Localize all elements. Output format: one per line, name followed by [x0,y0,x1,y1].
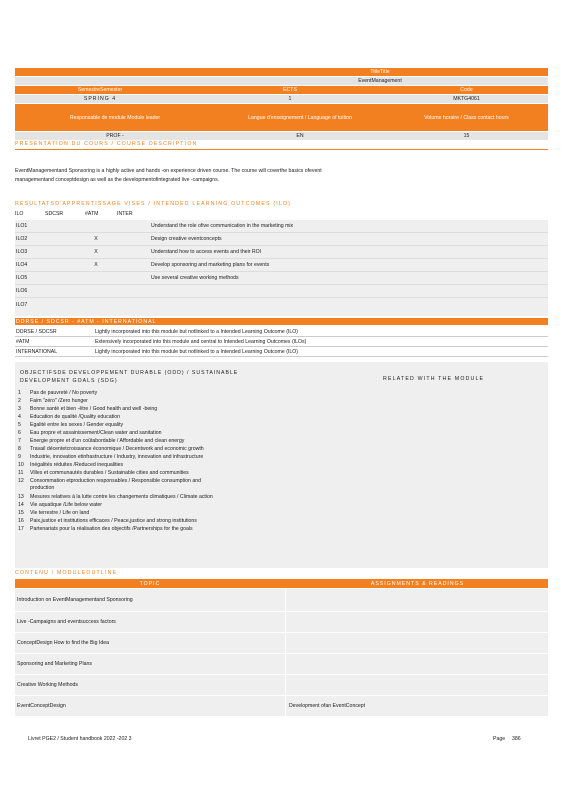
langue-value: EN [296,133,304,139]
ilo-id: ILO5 [16,275,28,281]
sdg-item [18,478,201,484]
sdg-heading-line1: OBJECTIFSDE DEVELOPPEMENT DURABLE (ODD) / SUSTAINABLE [20,370,239,376]
presentation-heading: PRESENTATION DU COURS / COURSE DESCRIPTION [15,141,198,147]
ilo-heading: RESULTATSD'APPRENTISSAGE VISES / INTENDED LEARNING OUTCOMES (ILO) [15,201,292,207]
content-col-topic: TOPIC [139,580,161,587]
volume-value: 15 [463,133,470,139]
sdg-item [18,422,123,428]
sdg-item [18,414,120,420]
sdg-item [18,430,162,436]
content-topic: EventConceptDesign [17,703,66,709]
sdg-text: Industrie, innovation etinfrastructure / Industry, innovation and infrastructure [30,454,204,460]
sdg-item [18,510,89,516]
sdg-text: Partenariats pour la réalisation des objectifs /Partnerships for the goals [30,526,193,532]
sdg-number: 14 [18,502,24,508]
ilo-atm-mark: X [94,262,98,268]
ilo-atm-mark [85,298,107,312]
sdg-text: Vie terrestre / Life on land [30,510,90,516]
content-col-assign: ASSIGNMENTS & READINGS [370,580,465,587]
ilo-row [15,285,548,298]
sdg-text: Faim "zéro" /Zero hunger [30,398,88,404]
footer-left: Livret PGE2 / Student handbook 2022 -202 3 [28,736,132,742]
legend-row [15,327,548,337]
ilo-row [15,220,548,233]
sdg-item [18,494,213,500]
ilo-text: Understand how to access events and their ROI [151,249,262,255]
sdg-item [18,446,204,452]
ilo-id: ILO6 [16,288,28,294]
sdg-text: Education de qualité /Quality education [30,414,120,420]
sdg-number: 2 [18,398,21,404]
content-topic: Creative Working Methods [17,682,79,688]
sdg-number: 9 [18,454,21,460]
legend-text: Extensively incorporated into this module and central to Intended Learning Outcomes (ILOs) [95,338,307,345]
ilo-id: ILO3 [16,249,28,255]
sdg-number: 5 [18,422,21,428]
content-heading: CONTENU / MODULEOUTLINE [15,570,118,576]
legend-text: Lightly incorporated into this module but notlinked to a Intended Learning Outcome (ILO) [95,348,299,355]
legend-name: #ATM [16,338,30,345]
title-label: TitleTitle [370,69,390,75]
col-responsable: Responsable de module Module leader [69,114,161,121]
ilo-text: Understand the role ofive communication in the marketing mix [151,223,294,229]
sdg-number: 15 [18,510,24,516]
sdg-number: 7 [18,438,21,444]
sdg-item-continuation [18,485,54,491]
responsable-value-row [15,132,548,140]
ilo-atm-mark: X [94,236,98,242]
ilo-col-atm: #ATM [85,211,99,217]
sdg-number: 16 [18,518,24,524]
responsable-value: PROF - [106,133,124,139]
semester-header-row [15,86,548,94]
ilo-id: ILO7 [16,302,28,308]
sdg-text: Travail décentetcroissance économique / Decentwork and economic growth [30,446,204,452]
sdg-item [18,502,102,508]
ilo-row [15,246,548,259]
sdg-text: Mesures relatives à la lutte contre les changements climatiques / Climate action [30,494,213,500]
content-row [15,675,548,696]
sdg-number: 4 [18,414,21,420]
sdg-text: Villes et communautés durables / Sustainable cities and communities [30,470,189,476]
sdg-item [18,406,157,412]
presentation-line1: EventManagementand Sponsoring is a highly active and hands -on experience driven course. The course will coverthe basics ofevent [15,168,322,174]
sdg-item [18,438,184,444]
content-topic: Sponsoring and Marketing Plans [17,661,92,667]
sdg-text: Inégalités réduites /Reduced inequalities [30,462,124,468]
legend-heading-bar [15,318,548,325]
content-row [15,654,548,675]
col-ects: ECTS [283,87,297,93]
ilo-text: Develop sponsoring and marketing plans for events [151,262,270,268]
sdg-item [18,470,189,476]
ilo-row [15,233,548,246]
ilo-row [15,272,548,285]
ilo-row [15,259,548,272]
ilo-text: Use several creative working methods [151,275,239,281]
content-row [15,633,548,654]
ilo-atm-mark: X [94,249,98,255]
sdg-number: 8 [18,446,21,452]
col-code: Code [460,87,473,93]
sdg-number: 3 [18,406,21,412]
sdg-number: 11 [18,470,24,476]
sdg-item [18,398,88,404]
sdg-number: 1 [18,390,21,396]
ilo-col-sdcsr: SDCSR [45,211,64,217]
ects-value: 1 [288,96,292,102]
code-value: MKTG4061 [453,96,480,102]
footer-page-number: 386 [512,736,521,742]
legend-table [15,327,548,358]
sdg-text: Pas de pauvreté / No poverty [30,390,98,396]
sdg-item [18,526,193,532]
module-title-row [15,77,548,85]
ilo-atm-mark [85,220,107,232]
content-assign: Development ofan EventConcept [289,703,366,709]
ilo-atm-mark [85,272,107,284]
content-row [15,612,548,633]
legend-row [15,347,548,357]
ilo-row [15,298,548,312]
ilo-table [15,220,548,316]
responsable-header-row [15,104,548,131]
legend-name: DDRSE / SDCSR [16,328,57,335]
sdg-item [18,390,97,396]
content-row [15,696,548,716]
sdg-text: production [30,485,55,491]
sdg-number: 13 [18,494,24,500]
legend-text: Lightly incorporated into this module but notlinked to a Intended Learning Outcome (ILO) [95,328,299,335]
content-topic: Live -Campaigns and eventsuccess factors [17,619,116,625]
sdg-item [18,518,197,524]
ilo-text: Design creative eventconcepts [151,236,222,242]
col-semester: SemestreSemester [77,87,123,93]
sdg-item [18,454,203,460]
legend-row [15,337,548,347]
sdg-number: 6 [18,430,21,436]
sdg-heading-line2: DEVELOPMENT GOALS (SDG) [20,378,118,384]
content-topic: Introduction on EventManagementand Sponsoring [17,597,133,603]
sdg-text: Vie aquatique /Life below water [30,502,103,508]
semester-value-row [15,95,548,103]
ilo-id: ILO1 [16,223,28,229]
sdg-text: Eau propre et assainissement/Clean water and sanitation [30,430,162,436]
sdg-text: Egalité entre les sexes / Gender equality [30,422,124,428]
title-bar [15,68,548,76]
ilo-id: ILO2 [16,236,28,242]
legend-heading: DDRSE / SDCSR - #ATM - INTERNATIONAL [16,318,157,325]
ilo-header-row [15,210,548,218]
ilo-id: ILO4 [16,262,28,268]
ilo-col-inter: INTER [117,211,133,217]
sdg-number: 10 [18,462,24,468]
ilo-atm-mark [85,285,107,297]
semester-value: SPRING 4 [83,96,117,102]
module-title: EventManagement [358,78,402,84]
content-row [15,589,548,612]
sdg-related-label: RELATED WITH THE MODULE [383,376,485,382]
content-header-row [15,579,548,588]
sdg-text: Paix,justice et institutions efficaces / Peace,justice and strong institutions [30,518,197,524]
sdg-item [18,462,123,468]
sdg-number: 17 [18,526,24,532]
ilo-col-ilo: ILO [15,211,24,217]
presentation-divider [15,149,548,150]
col-volume: Volume horaire / Class contact hours [424,114,509,121]
sdg-text: Consommation etproduction responsables / Responsible consumption and [30,478,202,484]
legend-name: INTERNATIONAL [16,348,58,355]
sdg-text: Bonne santé et bien -être / Good health and well -being [30,406,158,412]
footer-page-label: Page [493,736,506,742]
content-topic: ConceptDesign How to find the Big Idea [17,640,109,646]
sdg-text: Energie propre et d'un coûtabordable / Affordable and clean energy [30,438,185,444]
sdg-number: 12 [18,478,24,484]
presentation-line2: managementand conceptdesign as well as the developmentofintegrated live -campaigns. [15,177,220,183]
col-langue: Langue d'enseignement / Language of tuition [248,114,352,121]
